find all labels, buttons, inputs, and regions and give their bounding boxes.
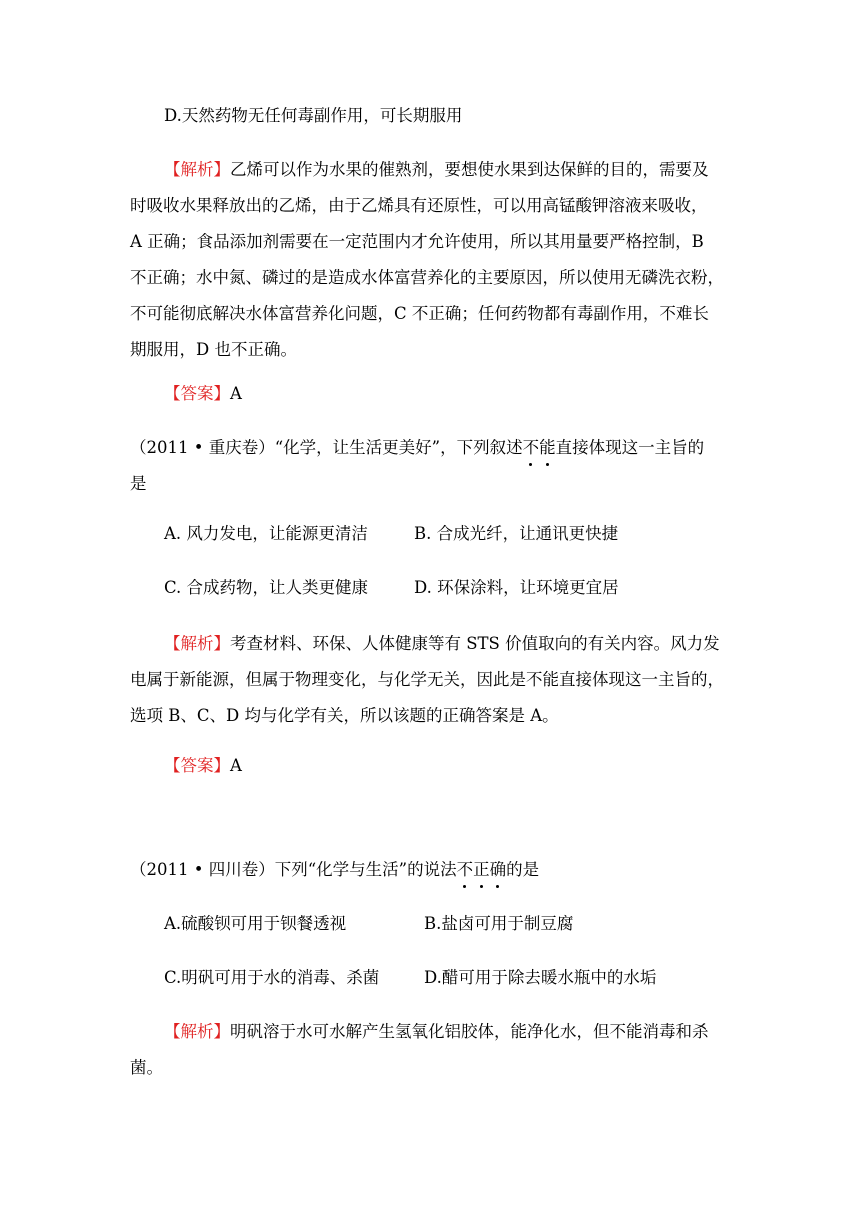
emphasis-char: 不 (457, 858, 474, 882)
analysis-text: 明矾溶于水可水解产生氢氧化铝胶体，能净化水，但不能消毒和杀 (230, 1022, 709, 1041)
answer-tag: 【答案】 (164, 384, 230, 403)
option-a: A.硫酸钡可用于钡餐透视 (164, 914, 347, 933)
question-stem-text: 直接体现这一主旨的 (555, 438, 705, 457)
analysis-paragraph-line (164, 1020, 709, 1044)
option-a: A. 风力发电，让能源更清洁 (164, 524, 368, 543)
emphasis-char: 确 (490, 858, 507, 882)
question-stem (130, 858, 539, 882)
emphasis-char: 不 (523, 436, 540, 460)
analysis-paragraph-line (164, 632, 720, 656)
analysis-tag: 【解析】 (164, 1022, 230, 1041)
answer-value: A (230, 384, 242, 403)
analysis-text: 选项 B、C、D 均与化学有关，所以该题的正确答案是 A。 (130, 706, 559, 725)
analysis-text: 菌。 (130, 1058, 163, 1077)
option-d: D. 环保涂料，让环境更宜居 (414, 578, 619, 597)
analysis-text: 不可能彻底解决水体富营养化问题，C 不正确；任何药物都有毒副作用，不难长 (130, 304, 709, 323)
analysis-text: 考查材料、环保、人体健康等有 STS 价值取向的有关内容。风力发 (230, 634, 720, 653)
option-d: D.醋可用于除去暖水瓶中的水垢 (424, 968, 657, 987)
question-stem-text: 的是 (506, 860, 540, 879)
option-b: B.盐卤可用于制豆腐 (424, 914, 574, 933)
analysis-text: 不正确；水中氮、磷过的是造成水体富营养化的主要原因，所以使用无磷洗衣粉， (130, 268, 724, 287)
question-stem (130, 436, 704, 460)
answer-line (164, 382, 242, 406)
answer-line (164, 754, 242, 778)
question-stem-continued: 是 (130, 474, 147, 493)
option-c: C.明矾可用于水的消毒、杀菌 (164, 968, 380, 987)
analysis-tag: 【解析】 (164, 160, 230, 179)
option-d-text: D.天然药物无任何毒副作用，可长期服用 (164, 106, 463, 125)
option-b: B. 合成光纤，让通讯更快捷 (414, 524, 619, 543)
analysis-text: 时吸收水果释放出的乙烯，由于乙烯具有还原性，可以用高锰酸钾溶液来吸收， (130, 196, 708, 215)
analysis-text: A 正确；食品添加剂需要在一定范围内才允许使用，所以其用量要严格控制，B (130, 232, 704, 251)
answer-tag: 【答案】 (164, 756, 230, 775)
analysis-text: 期服用，D 也不正确。 (130, 340, 297, 359)
analysis-paragraph-line (164, 158, 709, 182)
analysis-tag: 【解析】 (164, 634, 230, 653)
analysis-text: 乙烯可以作为水果的催熟剂，要想使水果到达保鲜的目的，需要及 (230, 160, 709, 179)
answer-value: A (230, 756, 242, 775)
emphasis-char: 能 (539, 436, 556, 460)
emphasis-char: 正 (473, 858, 490, 882)
question-stem-text: （2011 • 四川卷）下列“化学与生活”的说法 (130, 860, 457, 879)
question-stem-text: （2011 • 重庆卷）“化学，让生活更美好”，下列叙述 (130, 438, 523, 457)
option-c: C. 合成药物，让人类更健康 (164, 578, 369, 597)
analysis-text: 电属于新能源，但属于物理变化，与化学无关，因此是不能直接体现这一主旨的， (130, 670, 724, 689)
